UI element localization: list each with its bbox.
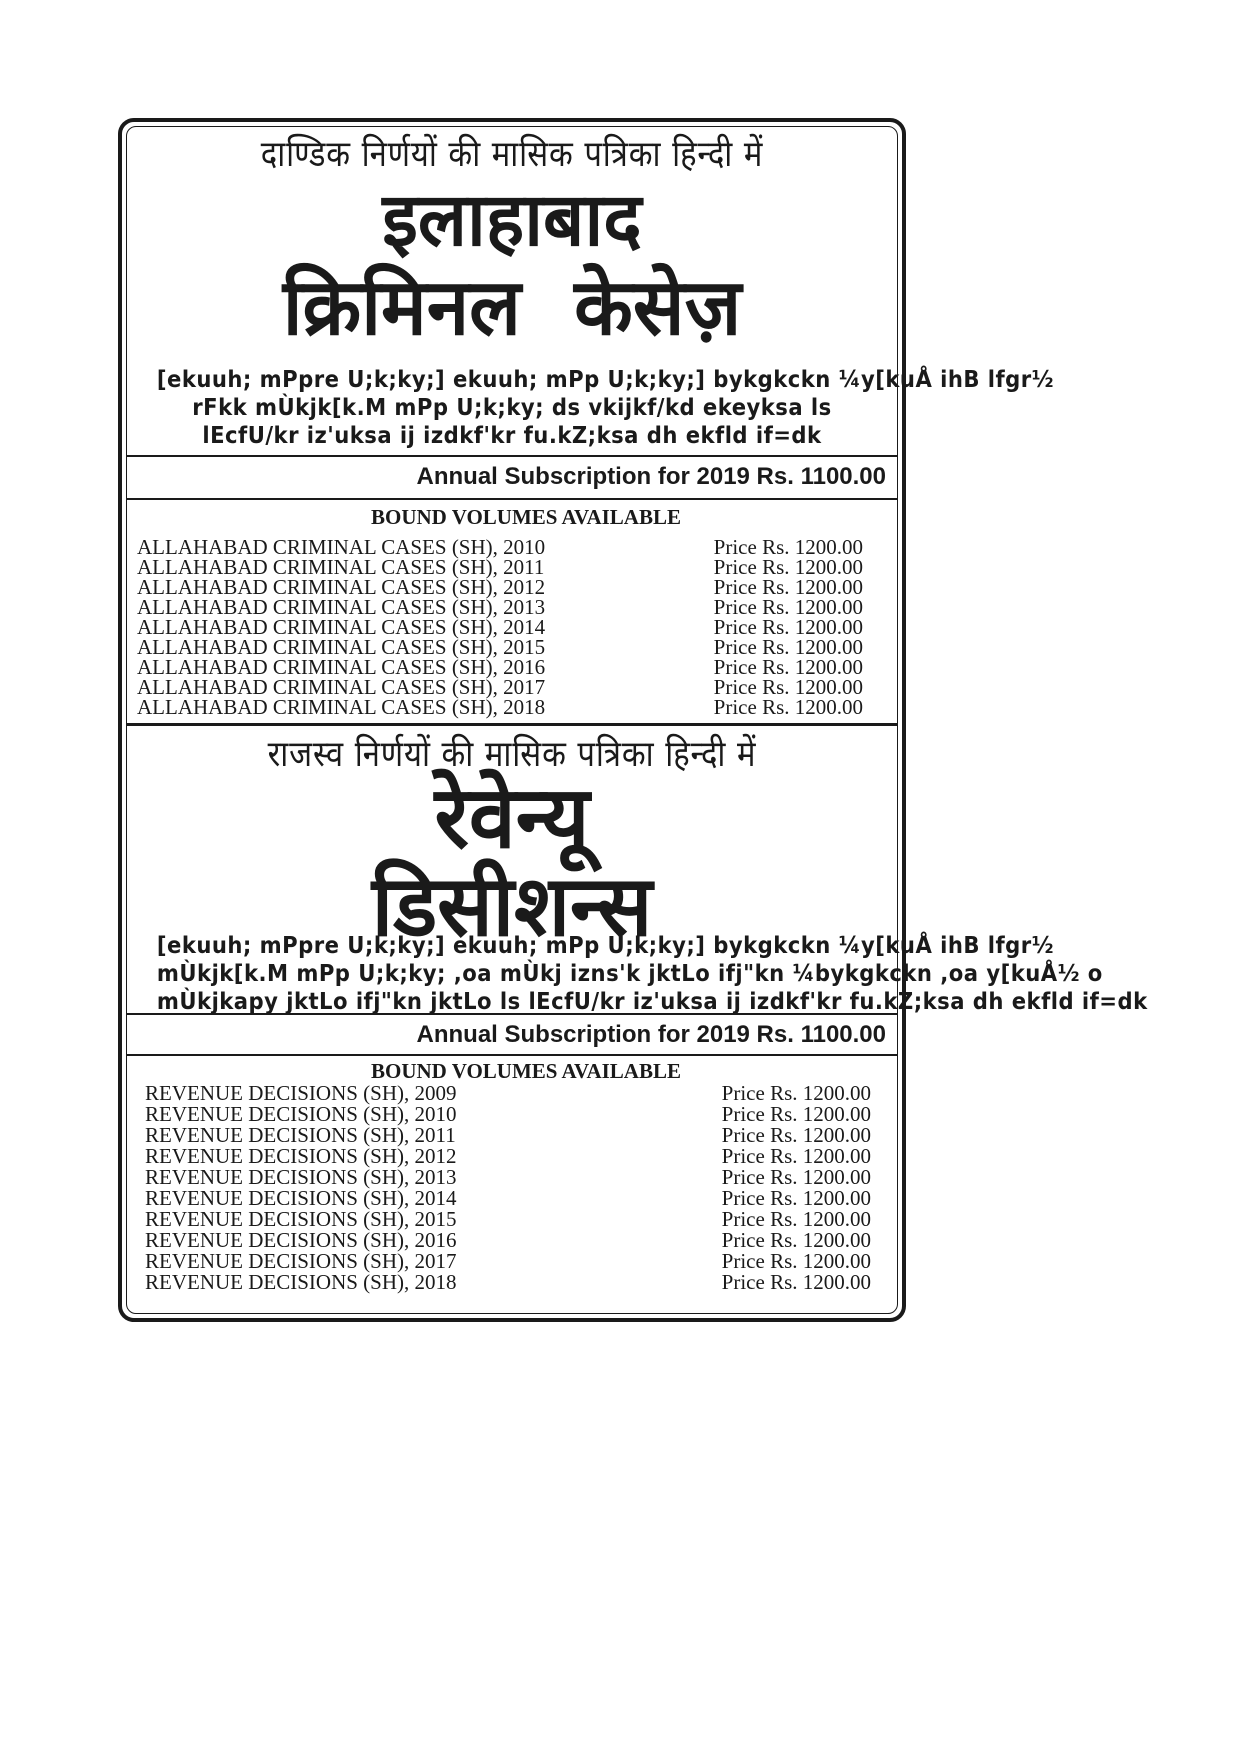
divider: [126, 1013, 898, 1015]
list-item: [145, 1104, 871, 1125]
volume-name: REVENUE DECISIONS (SH), 2009: [145, 1081, 457, 1105]
volume-name: REVENUE DECISIONS (SH), 2010: [145, 1102, 457, 1126]
list-item: [137, 597, 863, 617]
criminal-subscription-price: Annual Subscription for 2019 Rs. 1100.00: [416, 463, 886, 490]
criminal-cases-subheading: दाण्डिक निर्णयों की मासिक पत्रिका हिन्दी में: [260, 134, 764, 175]
volume-price: Price Rs. 1200.00: [713, 575, 863, 599]
list-item: [137, 697, 863, 717]
volume-price: Price Rs. 1200.00: [721, 1144, 871, 1168]
section-divider: [126, 723, 898, 726]
revenue-description-line1: [ekuuh; mPpre U;k;ky;] ekuuh; mPp U;k;ky;] bykgkckn ¼y[kuÅ ihB lfgr½: [156, 933, 1055, 959]
volume-name: REVENUE DECISIONS (SH), 2014: [145, 1186, 457, 1210]
volume-name: ALLAHABAD CRIMINAL CASES (SH), 2018: [137, 695, 546, 719]
volume-name: REVENUE DECISIONS (SH), 2018: [145, 1270, 457, 1294]
list-item: [137, 537, 863, 557]
volume-name: REVENUE DECISIONS (SH), 2011: [145, 1123, 456, 1147]
volume-price: Price Rs. 1200.00: [713, 555, 863, 579]
criminal-volumes-list: [137, 537, 863, 717]
revenue-subscription-price: Annual Subscription for 2019 Rs. 1100.00: [416, 1021, 886, 1048]
volume-price: Price Rs. 1200.00: [713, 595, 863, 619]
criminal-cases-title-line2: क्रिमिनल केसेज़: [282, 263, 742, 353]
list-item: [145, 1272, 871, 1293]
revenue-decisions-title-line1: रेवेन्यू: [434, 768, 590, 868]
volume-price: Price Rs. 1200.00: [721, 1123, 871, 1147]
volume-name: ALLAHABAD CRIMINAL CASES (SH), 2013: [137, 595, 546, 619]
criminal-description-line1: [ekuuh; mPpre U;k;ky;] ekuuh; mPp U;k;ky;] bykgkckn ¼y[kuÅ ihB lfgr½: [156, 367, 1055, 393]
volume-name: ALLAHABAD CRIMINAL CASES (SH), 2014: [137, 615, 546, 639]
volume-name: REVENUE DECISIONS (SH), 2012: [145, 1144, 457, 1168]
list-item: [145, 1188, 871, 1209]
volume-price: Price Rs. 1200.00: [721, 1102, 871, 1126]
criminal-description-line2: rFkk mÙkjk[k.M mPp U;k;ky; ds vkijkf/kd ekeyksa ls: [192, 395, 832, 421]
list-item: [145, 1125, 871, 1146]
list-item: [145, 1167, 871, 1188]
volume-name: REVENUE DECISIONS (SH), 2016: [145, 1228, 457, 1252]
volume-price: Price Rs. 1200.00: [721, 1186, 871, 1210]
criminal-description-line3: lEcfU/kr iz'uksa ij izdkf'kr fu.kZ;ksa dh ekfld if=dk: [202, 423, 822, 449]
revenue-volumes-list: [145, 1083, 871, 1293]
volume-price: Price Rs. 1200.00: [721, 1165, 871, 1189]
volume-price: Price Rs. 1200.00: [721, 1228, 871, 1252]
volume-price: Price Rs. 1200.00: [713, 695, 863, 719]
divider: [126, 498, 898, 500]
volume-price: Price Rs. 1200.00: [721, 1081, 871, 1105]
volume-name: ALLAHABAD CRIMINAL CASES (SH), 2015: [137, 635, 546, 659]
volume-name: REVENUE DECISIONS (SH), 2015: [145, 1207, 457, 1231]
volume-name: ALLAHABAD CRIMINAL CASES (SH), 2017: [137, 675, 546, 699]
volume-name: ALLAHABAD CRIMINAL CASES (SH), 2016: [137, 655, 546, 679]
volume-name: ALLAHABAD CRIMINAL CASES (SH), 2010: [137, 535, 546, 559]
list-item: [145, 1146, 871, 1167]
list-item: [137, 677, 863, 697]
volume-price: Price Rs. 1200.00: [713, 635, 863, 659]
volume-price: Price Rs. 1200.00: [721, 1249, 871, 1273]
list-item: [145, 1083, 871, 1104]
volume-name: ALLAHABAD CRIMINAL CASES (SH), 2012: [137, 575, 546, 599]
list-item: [137, 617, 863, 637]
volume-price: Price Rs. 1200.00: [713, 675, 863, 699]
divider: [126, 455, 898, 457]
volume-price: Price Rs. 1200.00: [721, 1270, 871, 1294]
revenue-bound-volumes-heading: BOUND VOLUMES AVAILABLE: [370, 1059, 681, 1083]
revenue-description-line2: mÙkjk[k.M mPp U;k;ky; ,oa mÙkj izns'k jktLo ifj"kn ¼bykgkckn ,oa y[kuÅ½ o: [156, 961, 1103, 987]
volume-price: Price Rs. 1200.00: [713, 655, 863, 679]
volume-price: Price Rs. 1200.00: [721, 1207, 871, 1231]
list-item: [145, 1251, 871, 1272]
criminal-cases-title-line1: इलाहाबाद: [382, 177, 642, 263]
volume-name: REVENUE DECISIONS (SH), 2017: [145, 1249, 457, 1273]
revenue-decisions-subheading: राजस्व निर्णयों की मासिक पत्रिका हिन्दी में: [267, 734, 757, 775]
revenue-description-line3: mÙkjkapy jktLo ifj"kn jktLo ls lEcfU/kr iz'uksa ij izdkf'kr fu.kZ;ksa dh ekfld if=dk: [156, 989, 1148, 1015]
divider: [126, 1054, 898, 1056]
list-item: [137, 657, 863, 677]
list-item: [137, 557, 863, 577]
volume-name: REVENUE DECISIONS (SH), 2013: [145, 1165, 457, 1189]
volume-price: Price Rs. 1200.00: [713, 615, 863, 639]
list-item: [137, 637, 863, 657]
revenue-decisions-title-line2: डिसीशन्स: [371, 857, 653, 955]
volume-name: ALLAHABAD CRIMINAL CASES (SH), 2011: [137, 555, 545, 579]
list-item: [145, 1209, 871, 1230]
volume-price: Price Rs. 1200.00: [713, 535, 863, 559]
list-item: [145, 1230, 871, 1251]
criminal-bound-volumes-heading: BOUND VOLUMES AVAILABLE: [370, 505, 681, 529]
list-item: [137, 577, 863, 597]
